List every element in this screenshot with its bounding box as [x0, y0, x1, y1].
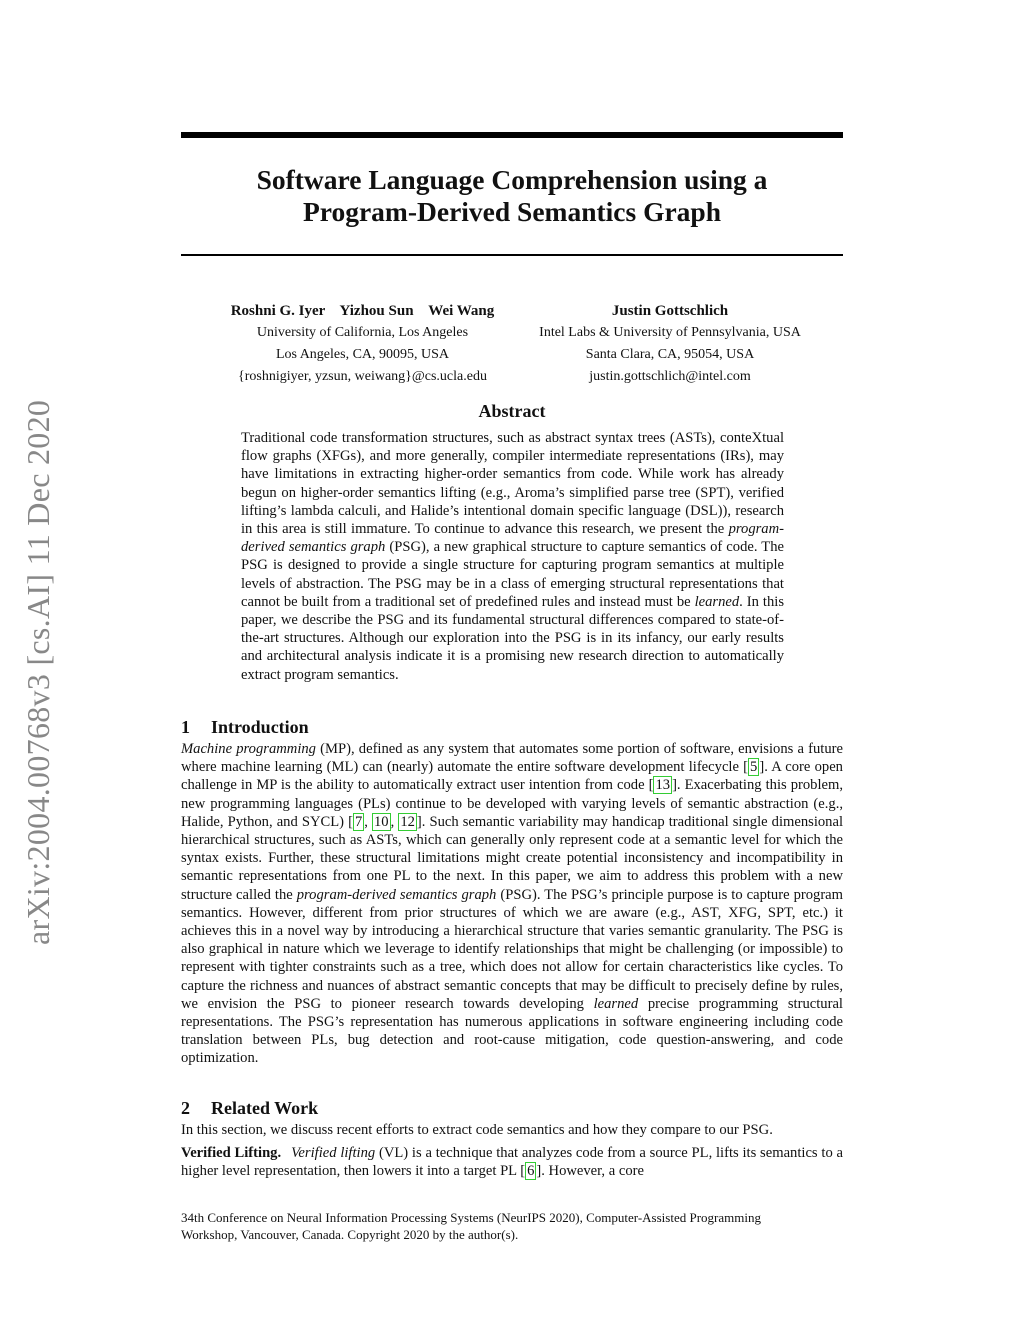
intro-text: (MP), defined as any system that automates some portion of software, envisions a future where machine learning (ML) can (nearly) automate the entire software development lifecycle [	[181, 741, 843, 776]
abstract-heading: Abstract	[478, 401, 546, 421]
conference-footnote	[181, 1209, 843, 1243]
author-address: Santa Clara, CA, 95054, USA	[585, 347, 755, 362]
author-names: Justin Gottschlich	[611, 303, 729, 319]
title-line-1: Software Language Comprehension using a	[256, 164, 768, 195]
title-bottom-rule	[181, 254, 843, 256]
citation-link[interactable]: 7	[354, 813, 363, 830]
introduction-paragraph	[181, 740, 843, 1068]
title-top-rule	[181, 132, 843, 138]
abstract-text: Traditional code transformation structures, such as abstract syntax trees (ASTs), conteXtual flow graphs (XFGs), and more generally, compiler intermediate representations (IRs), may have limitations in extracting higher-order semantics from code. While work has already begun on higher-order semantics lifting (e.g., Aroma’s simplified parse tree (SPT), verified lifting’s lambda calculi, and Halide’s intentional domain specific language (DSL)), research in this area is still immature. To continue to advance this research, we present the	[241, 430, 784, 538]
abstract-emphasis: learned	[694, 593, 740, 610]
author-block-ucla	[200, 300, 525, 388]
abstract-text: . In this paper, we describe the PSG and its fundamental structural differences compared to state-of-the-art structures. Although our exploration into the PSG is in its infancy, our early results and architectural analysis indicate it is a promising new research direction to automatically extract program semantics.	[241, 593, 785, 683]
abstract-emphasis: program-derived semantics graph	[241, 521, 784, 556]
related-work-intro: In this section, we discuss recent efforts to extract code semantics and how they compare to our PSG.	[181, 1122, 773, 1138]
author-address: Los Angeles, CA, 90095, USA	[275, 347, 450, 362]
intro-emphasis: learned	[593, 995, 639, 1012]
author-names: Roshni G. Iyer Yizhou Sun Wei Wang	[230, 303, 495, 319]
intro-text: ]. Such semantic variability may handicap traditional single dimensional hierarchical structures, such as ASTs, which can generally only represent code at a semantic level for which the syntax exists. Further, these structural limitations might create potential inconsistency and incompatibility in semantic representations from one PL to the next. In this paper, we aim to address this problem with a new structure called the	[181, 813, 844, 903]
abstract-text: (PSG), a new graphical structure to capture semantics of code. The PSG is designed to provide a single structure for capturing program semantics at multiple levels of abstraction. The PSG may be in a class of emerging structural representations that cannot be built from a traditional set of predefined rules and instead must be	[241, 539, 784, 610]
intro-text: ]. Exacerbating this problem, new programming languages (PLs) continue to be developed with varying levels of semantic abstraction (e.g., Halide, Python, and SYCL) [	[181, 777, 843, 830]
footnote-line-2: Workshop, Vancouver, Canada. Copyright 2020 by the author(s).	[181, 1227, 519, 1242]
author-block-intel	[520, 300, 820, 388]
vl-emphasis: Verified lifting	[291, 1145, 376, 1161]
arxiv-identifier: arXiv:2004.00768v3 [cs.AI] 11 Dec 2020	[20, 399, 56, 945]
intro-text: precise programming structural representations. The PSG’s representation has numerous applications in software engineering including code translation between PLs, bug detection and root-cause mitigation, code question-answering, and code optimization.	[181, 995, 843, 1067]
citation-link[interactable]: 10	[373, 813, 389, 830]
author-email: {roshnigiyer, yzsun, weiwang}@cs.ucla.edu	[238, 369, 487, 384]
section-heading-introduction	[181, 717, 309, 738]
section-heading-related-work	[181, 1098, 318, 1119]
author-affiliation: University of California, Los Angeles	[256, 325, 469, 340]
citation-link[interactable]: 12	[400, 813, 415, 830]
abstract-paragraph	[241, 429, 784, 684]
footnote-line-1: 34th Conference on Neural Information Processing Systems (NeurIPS 2020), Computer-Assisted Programming	[181, 1210, 761, 1225]
verified-lifting-paragraph	[181, 1144, 843, 1180]
citation-separator: ,	[390, 813, 399, 830]
citation-link[interactable]: 5	[750, 759, 758, 776]
section-number: 1	[181, 717, 190, 737]
paper-title	[181, 164, 843, 228]
citation-link[interactable]: 13	[655, 777, 671, 794]
intro-text: (PSG). The PSG’s principle purpose is to capture program semantics. However, different from prior structures of which we are aware (e.g., AST, XFG, SPT, etc.) it achieves this in a novel way by introducing a hierarchical structure that varies semantic granularity. The PSG is also graphical in nature which we leverage to identify relationships that might be challenging (or impossible) to represent with tighter constraints such as a tree, which does not allow for certain characteristics like cycles. To capture the richness and nuances of abstract semantic concepts that may be difficult to precisely define by rules, we envision the PSG to pioneer research towards developing	[181, 886, 844, 1012]
intro-text: ]. A core open challenge in MP is the ability to automatically extract user intention from code [	[181, 759, 843, 794]
section-title: Related Work	[211, 1098, 319, 1118]
paragraph-heading: Verified Lifting.	[181, 1145, 282, 1161]
citation-separator: ,	[364, 813, 372, 830]
title-line-2: Program-Derived Semantics Graph	[302, 196, 722, 227]
section-title: Introduction	[211, 717, 309, 737]
intro-emphasis: program-derived semantics graph	[296, 886, 497, 903]
intro-emphasis: Machine programming	[181, 741, 316, 757]
vl-text: (VL) is a technique that analyzes code from a source PL, lifts its semantics to a higher level representation, then lowers it into a target PL [	[181, 1145, 844, 1180]
citation-link[interactable]: 6	[527, 1163, 535, 1180]
author-email: justin.gottschlich@intel.com	[589, 369, 751, 384]
vl-text: ]. However, a core	[536, 1163, 644, 1180]
section-number: 2	[181, 1098, 190, 1118]
author-affiliation: Intel Labs & University of Pennsylvania, USA	[539, 325, 801, 340]
